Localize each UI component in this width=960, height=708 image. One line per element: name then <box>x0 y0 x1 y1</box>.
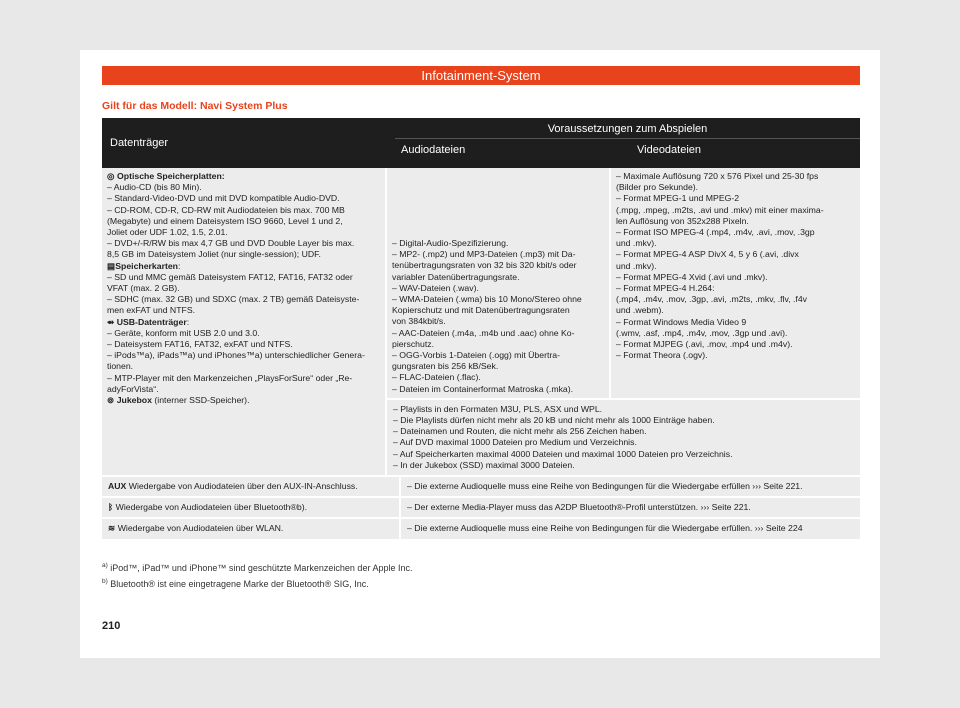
usb-list <box>107 328 380 395</box>
media-row <box>102 168 860 475</box>
usb-icon: ⇴ <box>107 316 115 327</box>
audio-line: – MP2- (.mp2) und MP3-Dateien (.mp3) mit Da- <box>392 249 576 260</box>
audio-line: – WAV-Dateien (.wav). <box>392 282 479 293</box>
table-row <box>102 496 860 517</box>
bluetooth-icon: ᛒ <box>108 502 114 513</box>
table-header <box>102 118 860 168</box>
video-line: – Format ISO MPEG-4 (.mp4, .m4v, .avi, .mov, .3gp <box>616 227 815 238</box>
audio-line: – FLAC-Dateien (.flac). <box>392 372 481 383</box>
card-title: Speicherkarten <box>115 260 178 271</box>
row-description: Wiedergabe von Audiodateien über den AUX-IN-Anschluss. <box>126 481 358 492</box>
manual-page <box>80 50 880 658</box>
video-line: und .mkv). <box>616 260 657 271</box>
page-title: Infotainment-System <box>102 66 860 85</box>
header-media: Datenträger <box>110 137 169 149</box>
jukebox-title: Jukebox <box>116 395 152 406</box>
playlist-line: – In der Jukebox (SSD) maximal 3000 Dateien. <box>393 459 575 470</box>
usb-line: – MTP-Player mit den Markenzeichen „PlaysForSure“ oder „Re- <box>107 372 353 383</box>
video-cell <box>611 168 860 398</box>
video-line: – Format Theora (.ogv). <box>616 350 708 361</box>
playlist-line: – Die Playlists dürfen nicht mehr als 20 kB und nicht mehr als 1000 Einträge haben. <box>393 415 715 426</box>
card-line: men exFAT und NTFS. <box>107 305 196 316</box>
footnote-a: $^{a)}$ iPod™, iPad™ und iPhone™ sind geschützte Markenzeichen der Apple Inc. <box>102 562 413 573</box>
audio-line: – Digital-Audio-Spezifizierung. <box>392 238 509 248</box>
header-requirements: Voraussetzungen zum Abspielen <box>395 118 860 139</box>
jukebox-text: (interner SSD-Speicher). <box>154 395 250 406</box>
playlist-line: – Auf Speicherkarten maximal 4000 Dateien und maximal 1000 Dateien pro Verzeichnis. <box>393 448 733 459</box>
source-rows <box>102 475 860 539</box>
video-line: (Bilder pro Sekunde). <box>616 182 699 193</box>
usb-line: adyForVista“. <box>107 383 159 394</box>
video-line: (.mp4, .m4v, .mov, .3gp, .avi, .m2ts, .mkv, .flv, .f4v <box>616 294 808 305</box>
optical-line: – CD-ROM, CD-R, CD-RW mit Audiodateien bis max. 700 MB <box>107 204 345 215</box>
audio-line: gungsraten bis 256 kB/Sek. <box>392 361 499 372</box>
audio-cell <box>387 168 611 398</box>
video-line: (.mpg, .mpeg, .m2ts, .avi und .mkv) mit einer maxima- <box>616 204 824 215</box>
video-line: (.wmv, .asf, .mp4, .m4v, .mov, .3gp und .avi). <box>616 327 788 338</box>
card-line: – SDHC (max. 32 GB) und SDXC (max. 2 TB) gemäß Dateisyste- <box>107 294 360 305</box>
audio-line: Kopierschutz und mit Datenübertragungsraten <box>392 305 570 316</box>
audio-line: – WMA-Dateien (.wma) bis 10 Mono/Stereo ohne <box>392 294 582 305</box>
video-line: – Format MPEG-1 und MPEG-2 <box>616 193 740 204</box>
footnote-b: $^{b)}$ Bluetooth® ist eine eingetragene Marke der Bluetooth® SIG, Inc. <box>102 578 369 589</box>
audio-line: variabler Datenübertragungsrate. <box>392 271 520 282</box>
video-line: – Format MPEG-4 H.264: <box>616 283 715 294</box>
header-video: Videodateien <box>637 144 702 156</box>
media-table <box>102 118 860 539</box>
video-line: und .webm). <box>616 305 664 316</box>
usb-line: tionen. <box>107 361 134 372</box>
video-line: – Format MJPEG (.avi, .mov, .mp4 und .m4v). <box>616 339 793 350</box>
video-line: und .mkv). <box>616 238 657 249</box>
table-row <box>102 517 860 538</box>
playlist-line: – Dateinamen und Routen, die nicht mehr als 256 Zeichen haben. <box>393 426 647 437</box>
optical-list <box>107 182 380 260</box>
optical-line: – Standard-Video-DVD und mit DVD kompatible Audio-DVD. <box>107 193 340 204</box>
audio-line: pierschutz. <box>392 338 435 349</box>
usb-title: USB-Datenträger <box>116 316 187 327</box>
usb-line: – iPods™a), iPads™a) und iPhones™a) unterschiedlicher Genera- <box>107 350 365 361</box>
model-subtitle: Gilt für das Modell: Navi System Plus <box>102 100 288 112</box>
optical-title: Optische Speicherplatten: <box>117 171 225 181</box>
playlist-line: – Playlists in den Formaten M3U, PLS, ASX und WPL. <box>393 403 603 414</box>
table-row <box>102 475 860 496</box>
audio-line: – Dateien im Containerformat Matroska (.mka). <box>392 383 574 394</box>
jukebox-icon: ⊚ <box>107 395 115 406</box>
row-requirement: – Die externe Audioquelle muss eine Reihe von Bedingungen für die Wiedergabe erfüllen ››› Seite 221. <box>401 477 860 496</box>
optical-line: – DVD+/-R/RW bis max 4,7 GB und DVD Double Layer bis max. <box>107 238 355 249</box>
audio-line: tenübertragungsraten von 32 bis 320 kbit/s oder <box>392 260 577 271</box>
disc-icon: ◎ <box>107 171 115 181</box>
audio-line: von 384kbit/s. <box>392 316 446 327</box>
row-requirement: – Die externe Audioquelle muss eine Reihe von Bedingungen für die Wiedergabe erfüllen. ››› Seite 224 <box>401 519 860 538</box>
card-list <box>107 272 380 317</box>
header-audio: Audiodateien <box>401 144 466 156</box>
video-line: – Format MPEG-4 ASP DivX 4, 5 y 6 (.avi, .divx <box>616 249 799 260</box>
audio-line: – OGG-Vorbis 1-Dateien (.ogg) mit Übertra- <box>392 350 561 361</box>
optical-line: (Megabyte) und einem Dateisystem ISO 9660, Level 1 und 2, <box>107 215 343 226</box>
row-description: Wiedergabe von Audiodateien über Bluetooth®b). <box>113 502 308 513</box>
video-line: – Maximale Auflösung 720 x 576 Pixel und 25-30 fps <box>616 171 819 181</box>
optical-line: – Audio-CD (bis 80 Min). <box>107 182 202 193</box>
aux-icon: AUX <box>108 481 127 492</box>
usb-line: – Dateisystem FAT16, FAT32, exFAT und NTFS. <box>107 339 293 350</box>
card-line: – SD und MMC gemäß Dateisystem FAT12, FAT16, FAT32 oder <box>107 271 353 282</box>
video-line: – Format Windows Media Video 9 <box>616 316 747 327</box>
row-description: Wiedergabe von Audiodateien über WLAN. <box>115 523 284 534</box>
playlist-line: – Auf DVD maximal 1000 Dateien pro Medium und Verzeichnis. <box>393 437 637 448</box>
card-line: VFAT (max. 2 GB). <box>107 283 180 294</box>
optical-line: Joliet oder UDF 1.02, 1.5, 2.01. <box>107 227 228 238</box>
optical-line: 8,5 GB im Dateisystem Joliet (nur single-session); UDF. <box>107 249 321 260</box>
video-line: len Auflösung von 352x288 Pixeln. <box>616 215 749 226</box>
usb-line: – Geräte, konform mit USB 2.0 und 3.0. <box>107 327 260 338</box>
memory-card-icon: ▤ <box>107 260 116 271</box>
wifi-icon: ≋ <box>108 523 116 534</box>
video-line: – Format MPEG-4 Xvid (.avi und .mkv). <box>616 271 768 282</box>
row-requirement: – Der externe Media-Player muss das A2DP Bluetooth®-Profil unterstützen. ››› Seite 221. <box>401 498 860 517</box>
audio-line: – AAC-Dateien (.m4a, .m4b und .aac) ohne Ko- <box>392 327 575 338</box>
playlist-cell <box>387 398 860 475</box>
media-cell: ◎ Optische Speicherplatten: – Audio-CD (bis 80 Min). – Standard-Video-DVD und mit DVD kompatible Audio-DVD. – CD-ROM, CD-R, CD-RW mit Audiodateien bis max. 700 MB (Megabyte) und einem Dateisystem ISO 9660, Level 1 und 2, Joliet oder UDF 1.02, 1.5, 2.01. – DVD+/-R/RW bis max 4,7 GB und DVD Double Layer bis max. 8,5 GB im Dateisystem Joliet (nur single-session); UDF. ▤Speicherkarten: – SD und MMC gemäß Dateisystem FAT12, FAT16, FAT32 oder VFAT (max. 2 GB). – SDHC (max. 32 GB) und SDXC (max. 2 TB) gemäß Dateisyste- men exFAT und NTFS. ⇴ USB-Datenträger: – Geräte, konform mit USB 2.0 und 3.0. – Dateisystem FAT16, FAT32, exFAT und NTFS. – iPods™a), iPads™a) und iPhones™a) unterschiedlicher Genera- tionen. – MTP-Player mit den Markenzeichen „PlaysForSure“ oder „Re- adyForVista“. ⊚ Jukebox (interner SSD-Speicher). <box>102 168 387 475</box>
page-number: 210 <box>102 620 121 632</box>
